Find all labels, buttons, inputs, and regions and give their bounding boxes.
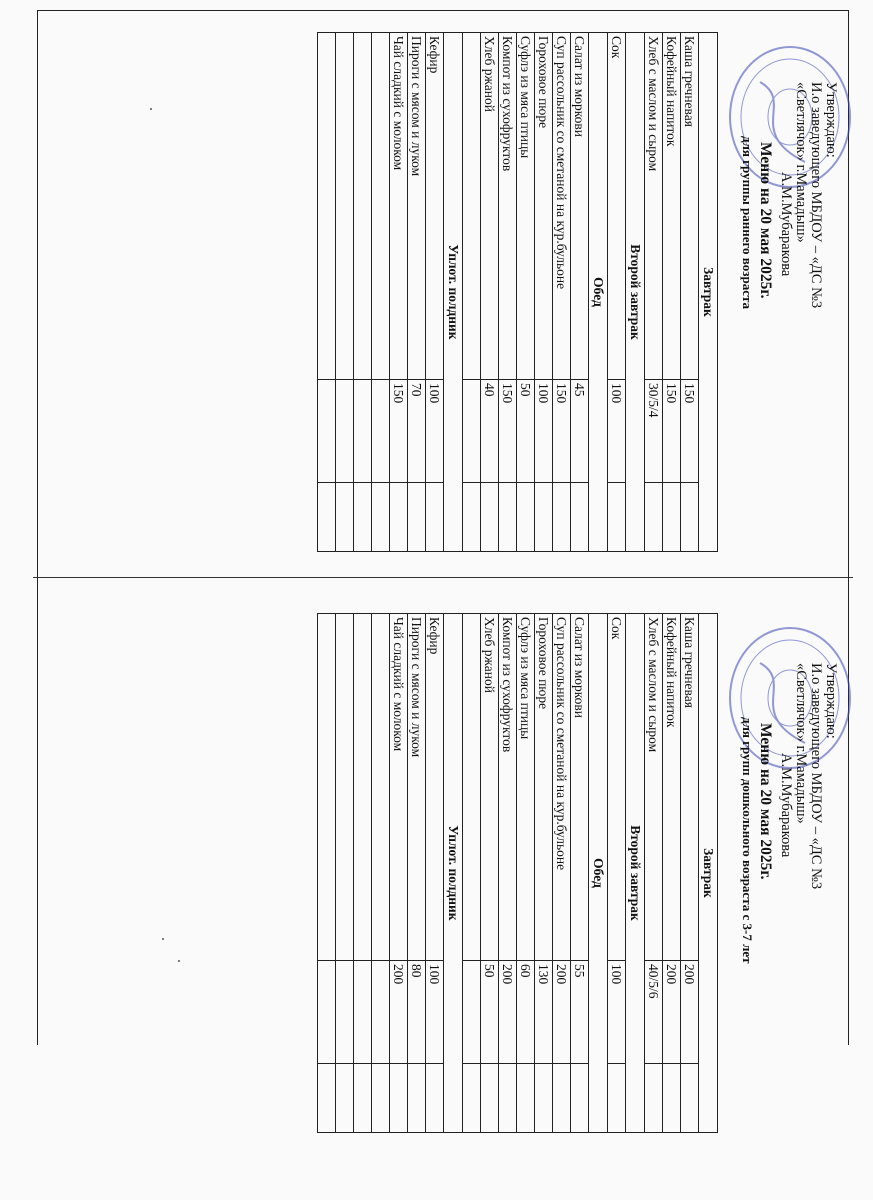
empty-cell xyxy=(408,1064,426,1133)
section-row xyxy=(626,614,645,1133)
empty-cell xyxy=(390,483,408,552)
empty-cell xyxy=(571,1064,589,1133)
institution-name: «Светлячок» г.Мамадыш» xyxy=(793,82,809,243)
empty-cell xyxy=(517,1064,535,1133)
empty-cell xyxy=(336,483,354,552)
dish-amount: 80 xyxy=(408,961,426,1064)
dish-amount: 150 xyxy=(390,380,408,483)
empty-cell xyxy=(354,380,372,483)
dish-amount: 100 xyxy=(608,961,626,1064)
section-title: Уплот. полдник xyxy=(444,33,463,552)
table-row xyxy=(499,614,517,1133)
section-row xyxy=(699,614,718,1133)
table-row xyxy=(553,33,571,552)
approver-position: И.о заведующего МБДОУ – «ДС №3 xyxy=(808,663,824,890)
table-row xyxy=(426,614,444,1133)
empty-cell xyxy=(318,614,336,961)
dish-name: Кофейный напиток xyxy=(663,614,681,961)
empty-cell xyxy=(390,1064,408,1133)
empty-cell xyxy=(318,1064,336,1133)
table-row xyxy=(645,33,663,552)
blank-row xyxy=(372,33,390,552)
dish-amount: 100 xyxy=(535,380,553,483)
empty-cell xyxy=(535,1064,553,1133)
dish-amount: 55 xyxy=(571,961,589,1064)
speck xyxy=(178,960,180,962)
empty-cell xyxy=(463,33,481,380)
section-title: Завтрак xyxy=(699,614,718,1133)
dish-name: Пироги с мясом и луком xyxy=(408,33,426,380)
institution-name: «Светлячок» г.Мамадыш» xyxy=(793,663,809,824)
empty-cell xyxy=(681,483,699,552)
table-row xyxy=(663,33,681,552)
empty-cell xyxy=(463,614,481,961)
table-row xyxy=(571,614,589,1133)
empty-cell xyxy=(336,961,354,1064)
section-title: Второй завтрак xyxy=(626,33,645,552)
empty-cell xyxy=(372,483,390,552)
empty-cell xyxy=(336,614,354,961)
empty-cell xyxy=(681,1064,699,1133)
dish-name: Гороховое пюре xyxy=(535,614,553,961)
table-row xyxy=(681,614,699,1133)
dish-name: Хлеб с маслом и сыром xyxy=(645,33,663,380)
dish-name: Салат из моркови xyxy=(571,614,589,961)
empty-cell xyxy=(336,33,354,380)
dish-name: Кефир xyxy=(426,614,444,961)
empty-cell xyxy=(463,483,481,552)
empty-cell xyxy=(318,483,336,552)
section-row xyxy=(444,33,463,552)
table-row xyxy=(426,33,444,552)
section-row xyxy=(589,614,608,1133)
dish-name: Суфлэ из мяса птицы xyxy=(517,33,535,380)
table-row xyxy=(481,33,499,552)
blank-row xyxy=(372,614,390,1133)
blank-row xyxy=(354,33,372,552)
empty-cell xyxy=(553,1064,571,1133)
section-row xyxy=(444,614,463,1133)
dish-name: Салат из моркови xyxy=(571,33,589,380)
blank-row xyxy=(318,33,336,552)
approver-signature: А.М.Мубаракова xyxy=(778,753,794,858)
blank-row xyxy=(463,33,481,552)
dish-name: Компот из сухофруктов xyxy=(499,614,517,961)
dish-amount: 130 xyxy=(535,961,553,1064)
dish-name: Чай сладкий с молоком xyxy=(390,614,408,961)
dish-name: Чай сладкий с молоком xyxy=(390,33,408,380)
dish-amount: 30/5/4 xyxy=(645,380,663,483)
empty-cell xyxy=(663,483,681,552)
empty-cell xyxy=(354,33,372,380)
dish-name: Суфлэ из мяса птицы xyxy=(517,614,535,961)
approver-position: И.о заведующего МБДОУ – «ДС №3 xyxy=(808,82,824,309)
dish-name: Пироги с мясом и луком xyxy=(408,614,426,961)
empty-cell xyxy=(481,483,499,552)
menu-title: Меню на 20 мая 2025г. xyxy=(757,142,774,299)
table-row xyxy=(663,614,681,1133)
dish-name: Каша гречневая xyxy=(681,33,699,380)
blank-row xyxy=(318,614,336,1133)
dish-name: Сок xyxy=(608,614,626,961)
dish-amount: 150 xyxy=(553,380,571,483)
center-divider xyxy=(33,577,853,578)
table-row xyxy=(608,614,626,1133)
speck xyxy=(150,108,152,110)
table-row xyxy=(390,614,408,1133)
dish-name: Кофейный напиток xyxy=(663,33,681,380)
dish-amount: 150 xyxy=(499,380,517,483)
table-row xyxy=(517,33,535,552)
empty-cell xyxy=(354,1064,372,1133)
empty-cell xyxy=(517,483,535,552)
table-row xyxy=(608,33,626,552)
empty-cell xyxy=(408,483,426,552)
empty-cell xyxy=(608,1064,626,1133)
dish-amount: 150 xyxy=(681,380,699,483)
dish-amount: 60 xyxy=(517,961,535,1064)
section-title: Обед xyxy=(589,614,608,1133)
dish-name: Суп рассольник со сметаной на кур.бульоне xyxy=(553,614,571,961)
dish-name: Каша гречневая xyxy=(681,614,699,961)
table-row xyxy=(408,614,426,1133)
empty-cell xyxy=(354,483,372,552)
empty-cell xyxy=(663,1064,681,1133)
table-row xyxy=(553,614,571,1133)
empty-cell xyxy=(354,614,372,961)
empty-cell xyxy=(372,380,390,483)
empty-cell xyxy=(463,961,481,1064)
dish-name: Суп рассольник со сметаной на кур.бульоне xyxy=(553,33,571,380)
dish-amount: 100 xyxy=(426,380,444,483)
dish-name: Хлеб ржаной xyxy=(481,614,499,961)
menu-header xyxy=(718,613,843,1133)
dish-name: Компот из сухофруктов xyxy=(499,33,517,380)
dish-amount: 50 xyxy=(517,380,535,483)
dish-amount: 200 xyxy=(553,961,571,1064)
menu-preschool xyxy=(317,613,843,1133)
empty-cell xyxy=(426,1064,444,1133)
table-row xyxy=(645,614,663,1133)
table-row xyxy=(408,33,426,552)
section-title: Завтрак xyxy=(699,33,718,552)
empty-cell xyxy=(535,483,553,552)
empty-cell xyxy=(553,483,571,552)
table-row xyxy=(535,614,553,1133)
menu-subtitle: для групп дошкольного возраста с 3-7 лет xyxy=(740,717,755,964)
dish-name: Сок xyxy=(608,33,626,380)
empty-cell xyxy=(481,1064,499,1133)
table-row xyxy=(481,614,499,1133)
approver-signature: А.М.Мубаракова xyxy=(778,172,794,277)
section-row xyxy=(699,33,718,552)
table-row xyxy=(571,33,589,552)
empty-cell xyxy=(499,1064,517,1133)
empty-cell xyxy=(372,1064,390,1133)
empty-cell xyxy=(372,614,390,961)
section-row xyxy=(626,33,645,552)
dish-amount: 200 xyxy=(499,961,517,1064)
table-row xyxy=(499,33,517,552)
dish-amount: 50 xyxy=(481,961,499,1064)
section-title: Уплот. полдник xyxy=(444,614,463,1133)
empty-cell xyxy=(426,483,444,552)
table-row xyxy=(390,33,408,552)
approval-label: Утверждаю: xyxy=(823,82,839,158)
empty-cell xyxy=(608,483,626,552)
menu-early-age xyxy=(317,32,843,552)
dish-name: Хлеб с маслом и сыром xyxy=(645,614,663,961)
section-title: Второй завтрак xyxy=(626,614,645,1133)
empty-cell xyxy=(318,33,336,380)
dish-name: Гороховое пюре xyxy=(535,33,553,380)
empty-cell xyxy=(318,380,336,483)
empty-cell xyxy=(336,1064,354,1133)
dish-amount: 40/5/6 xyxy=(645,961,663,1064)
section-row xyxy=(589,33,608,552)
dish-amount: 45 xyxy=(571,380,589,483)
dish-name: Кефир xyxy=(426,33,444,380)
menu-subtitle: для группы раннего возраста xyxy=(740,136,755,310)
empty-cell xyxy=(499,483,517,552)
approval-label: Утверждаю: xyxy=(823,663,839,739)
section-title: Обед xyxy=(589,33,608,552)
empty-cell xyxy=(318,961,336,1064)
empty-cell xyxy=(372,961,390,1064)
menu-table xyxy=(317,613,718,1133)
dish-amount: 200 xyxy=(681,961,699,1064)
dish-amount: 200 xyxy=(663,961,681,1064)
empty-cell xyxy=(645,483,663,552)
empty-cell xyxy=(463,380,481,483)
empty-cell xyxy=(354,961,372,1064)
table-row xyxy=(517,614,535,1133)
table-row xyxy=(681,33,699,552)
empty-cell xyxy=(372,33,390,380)
menu-header xyxy=(718,32,843,552)
blank-row xyxy=(354,614,372,1133)
dish-amount: 200 xyxy=(390,961,408,1064)
empty-cell xyxy=(645,1064,663,1133)
table-row xyxy=(535,33,553,552)
blank-row xyxy=(463,614,481,1133)
dish-amount: 100 xyxy=(426,961,444,1064)
menu-table xyxy=(317,32,718,552)
dish-amount: 150 xyxy=(663,380,681,483)
blank-row xyxy=(336,33,354,552)
dish-name: Хлеб ржаной xyxy=(481,33,499,380)
dish-amount: 100 xyxy=(608,380,626,483)
blank-row xyxy=(336,614,354,1133)
dish-amount: 70 xyxy=(408,380,426,483)
speck xyxy=(162,938,164,940)
empty-cell xyxy=(571,483,589,552)
empty-cell xyxy=(463,1064,481,1133)
menu-title: Меню на 20 мая 2025г. xyxy=(757,723,774,880)
dish-amount: 40 xyxy=(481,380,499,483)
empty-cell xyxy=(336,380,354,483)
